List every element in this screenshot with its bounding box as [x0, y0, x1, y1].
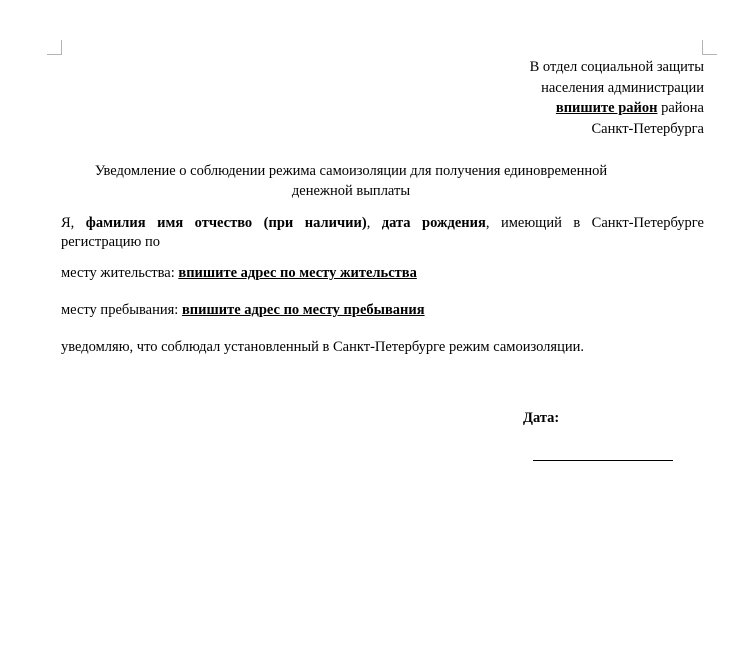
intro-comma: , [366, 215, 382, 231]
title-line-2: денежной выплаты [291, 183, 411, 199]
stay-line [61, 302, 425, 319]
date-label: Дата: [523, 410, 560, 426]
intro-paragraph [61, 214, 704, 251]
intro-pronoun: Я, [61, 215, 86, 231]
stay-address-placeholder[interactable]: впишите адрес по месту пребывания [181, 302, 425, 318]
dob-placeholder[interactable]: дата рождения [381, 215, 486, 231]
recipient-line-1: В отдел социальной защиты [529, 59, 704, 75]
intro-rest: , имеющий в Санкт-Петербурге регистрацию по [61, 215, 704, 250]
crop-mark-top-left [47, 40, 62, 55]
residence-address-placeholder[interactable]: впишите адрес по месту жительства [178, 265, 417, 281]
name-placeholder[interactable]: фамилия имя отчество (при наличии) [85, 215, 367, 231]
recipient-line-3 [530, 98, 704, 119]
signature-line[interactable] [533, 460, 673, 461]
recipient-block [530, 57, 704, 139]
residence-label: месту жительства: [61, 265, 179, 281]
district-placeholder[interactable]: впишите район [555, 100, 658, 116]
residence-line [61, 265, 417, 282]
recipient-line-2: населения администрации [541, 79, 704, 96]
document-title [61, 161, 641, 201]
district-suffix: района [657, 100, 704, 116]
statement-line: уведомляю, что соблюдал установленный в Санкт-Петербурге режим самоизоляции. [61, 339, 584, 355]
stay-label: месту пребывания: [61, 302, 182, 318]
recipient-line-4: Санкт-Петербурга [591, 120, 704, 137]
crop-mark-top-right [702, 40, 717, 55]
title-line-1: Уведомление о соблюдении режима самоизоляции для получения единовременной [94, 163, 608, 179]
